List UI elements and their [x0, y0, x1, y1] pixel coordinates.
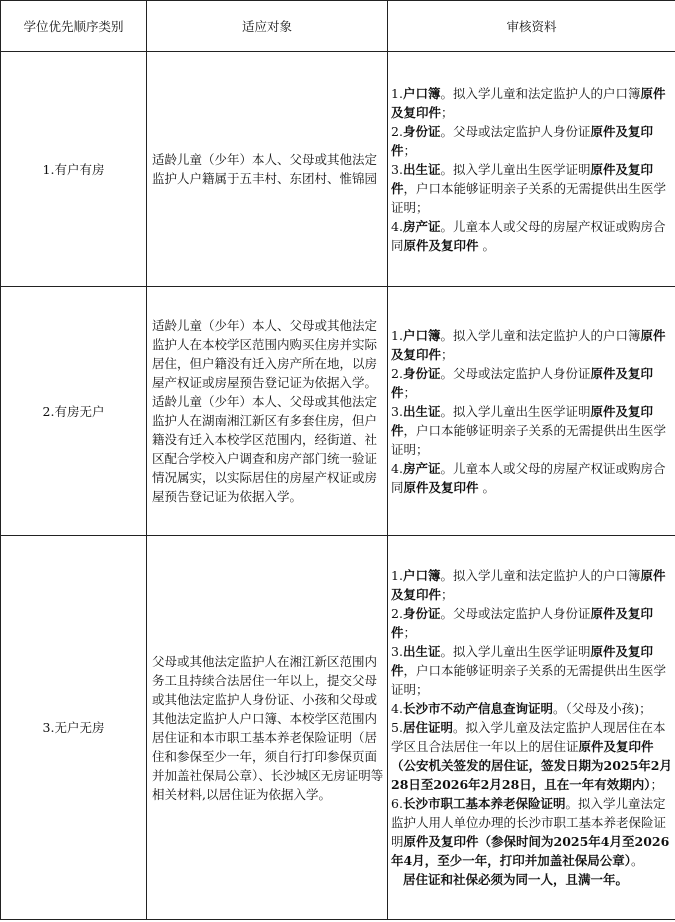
- material-item-text: 2.: [391, 365, 403, 381]
- header-target: 适应对象: [147, 1, 388, 52]
- material-item-text: 。拟入学儿童出生医学证明: [440, 644, 591, 659]
- material-item: [391, 459, 672, 497]
- table-row: [1, 536, 675, 920]
- category-cell: 3.无户无房: [1, 536, 147, 920]
- header-row: [1, 1, 675, 52]
- material-item-text: 。父母或法定监护人身份证: [440, 606, 591, 621]
- material-item-text: 。儿童本人或父母的房屋产权证或购房合同: [391, 460, 666, 495]
- material-item: [391, 794, 672, 870]
- material-item-text: 2.: [391, 123, 403, 139]
- material-item-text: ；: [403, 384, 417, 400]
- material-item-key: 出生证: [402, 161, 441, 177]
- material-item-key: 身份证: [402, 606, 441, 621]
- material-item-text: 。: [630, 853, 644, 868]
- material-item-text: 1.: [391, 85, 403, 101]
- material-note: 居住证和社保必须为同一人，且满一年。: [403, 872, 629, 887]
- materials-cell: [388, 287, 675, 536]
- material-item-key: 原件及复印件: [391, 644, 653, 678]
- target-cell: 适龄儿童（少年）本人、父母或其他法定监护人在本校学区范围内购买住房并实际居住，但户籍没有迁入房产所在地，以房屋产权证或房屋预告登记证为依据入学。适龄儿童（少年）本人、父母或其他法定监护人在湖南湘江新区有多套住房，但户籍没有迁入本校学区范围内，经街道、社区配合学校入户调查和房产部门统一验证情况属实，以实际居住的房屋产权证或房屋预告登记证为依据入学。: [147, 287, 388, 536]
- material-item-key: 原件及复印件: [391, 568, 666, 602]
- material-item-key: 原件及复印件: [403, 479, 479, 495]
- material-item-key: 房产证: [402, 460, 441, 476]
- materials-cell: [388, 536, 675, 920]
- material-item-key: 出生证: [402, 644, 441, 659]
- target-cell: 适龄儿童（少年）本人、父母或其他法定监护人户籍属于五丰村、东团村、惟锦园: [147, 52, 388, 287]
- material-item-key: 原件及复印件（公安机关签发的居住证，签发日期为2025年2月28日至2026年2月28日，且在一年有效期内）: [391, 739, 672, 792]
- category-cell: 1.有户有房: [1, 52, 147, 287]
- material-item-text: ，户口本能够证明亲子关系的无需提供出生医学证明；: [391, 663, 667, 697]
- material-item-text: 。: [478, 237, 496, 253]
- material-item-text: 。拟入学儿童和法定监护人的户口簿: [440, 568, 641, 583]
- material-item-text: 。拟入学儿童出生医学证明: [440, 403, 591, 419]
- material-item-key: 户口簿: [402, 568, 441, 583]
- material-item-key: 居住证明: [402, 720, 453, 735]
- material-item: [391, 402, 672, 459]
- material-item: [391, 718, 672, 794]
- material-item: [391, 326, 672, 364]
- material-item-text: 。儿童本人或父母的房屋产权证或购房合同: [391, 218, 666, 253]
- header-category: 学位优先顺序类别: [1, 1, 147, 52]
- material-item-text: ；: [441, 104, 454, 120]
- material-item-text: 。: [478, 479, 496, 495]
- material-item-text: 。拟入学儿童法定监护人用人单位办理的长沙市职工基本养老保险证明: [391, 796, 667, 849]
- material-item-key: 原件及复印件: [391, 123, 653, 158]
- material-item-key: 原件及复印件: [391, 403, 653, 438]
- material-item-text: 。拟入学儿童和法定监护人的户口簿: [440, 327, 641, 343]
- target-cell: 父母或其他法定监护人在湘江新区范围内务工且持续合法居住一年以上，提交父母或其他法定监护人身份证、小孩和父母或其他法定监护人户口簿、本校学区范围内居住证和本市职工基本养老保险证明（居住和参保至少一年，须自行打印参保页面并加盖社保局公章）、长沙城区无房证明等相关材料,以居住证为依据入学。: [147, 536, 388, 920]
- material-item-text: 。父母或法定监护人身份证: [440, 123, 591, 139]
- material-item-text: ，户口本能够证明亲子关系的无需提供出生医学证明；: [391, 422, 667, 457]
- material-item-key: 原件及复印件: [391, 327, 666, 362]
- material-item: [391, 84, 672, 122]
- material-item-key: 长沙市职工基本养老保险证明: [402, 796, 566, 811]
- material-item-text: 。拟入学儿童和法定监护人的户口簿: [440, 85, 641, 101]
- material-item-key: 原件及复印件: [403, 237, 479, 253]
- material-item-text: ；: [441, 346, 454, 362]
- header-materials: 审核资料: [388, 1, 675, 52]
- material-item-key: 原件及复印件: [391, 606, 653, 640]
- material-item-text: 6.: [391, 796, 403, 811]
- material-item-text: 3.: [391, 644, 403, 659]
- material-item-key: 户口簿: [402, 85, 441, 101]
- table-row: [1, 52, 675, 287]
- material-item: [391, 604, 672, 642]
- material-item-key: 房产证: [402, 218, 441, 234]
- material-item-key: 原件及复印件: [391, 161, 653, 196]
- table-row: [1, 287, 675, 536]
- material-item-text: ；: [403, 625, 417, 640]
- material-item-text: 。拟入学儿童出生医学证明: [440, 161, 591, 177]
- material-item-text: ；: [441, 587, 454, 602]
- material-item-text: 。拟入学儿童及法定监护人现居住在本学区且合法居住一年以上的居住证: [391, 720, 666, 754]
- material-item-key: 原件及复印件: [391, 365, 653, 400]
- material-item-key: 原件及复印件（参保时间为2025年4月至2026年4月，至少一年，打印并加盖社保局公章）: [391, 834, 670, 868]
- material-item-key: 身份证: [402, 123, 441, 139]
- material-item-text: 4.: [391, 701, 403, 716]
- material-item-text: 4.: [391, 218, 403, 234]
- material-item: [391, 160, 672, 217]
- material-item-text: 1.: [391, 327, 403, 343]
- material-item: [391, 566, 672, 604]
- material-item-text: ；: [650, 777, 664, 792]
- material-item: [391, 364, 672, 402]
- material-item: [391, 642, 672, 699]
- material-item-text: 4.: [391, 460, 403, 476]
- material-item-text: 。父母或法定监护人身份证: [440, 365, 591, 381]
- material-item-key: 出生证: [402, 403, 441, 419]
- material-item-text: 。（父母及小孩)；: [552, 701, 652, 716]
- material-item-key: 户口簿: [402, 327, 441, 343]
- material-item-text: 3.: [391, 161, 403, 177]
- material-item-text: ；: [403, 142, 417, 158]
- material-item-text: 1.: [391, 568, 403, 583]
- material-item-key: 长沙市不动产信息查询证明: [402, 701, 553, 716]
- material-item: [391, 122, 672, 160]
- materials-cell: [388, 52, 675, 287]
- category-cell: 2.有房无户: [1, 287, 147, 536]
- material-item-text: 2.: [391, 606, 403, 621]
- material-item-text: 5.: [391, 720, 403, 735]
- material-item-key: 原件及复印件: [391, 85, 666, 120]
- material-item-key: 身份证: [402, 365, 441, 381]
- material-item: [391, 699, 672, 718]
- material-item: [391, 217, 672, 255]
- material-item-text: ，户口本能够证明亲子关系的无需提供出生医学证明；: [391, 180, 667, 215]
- material-item-text: 3.: [391, 403, 403, 419]
